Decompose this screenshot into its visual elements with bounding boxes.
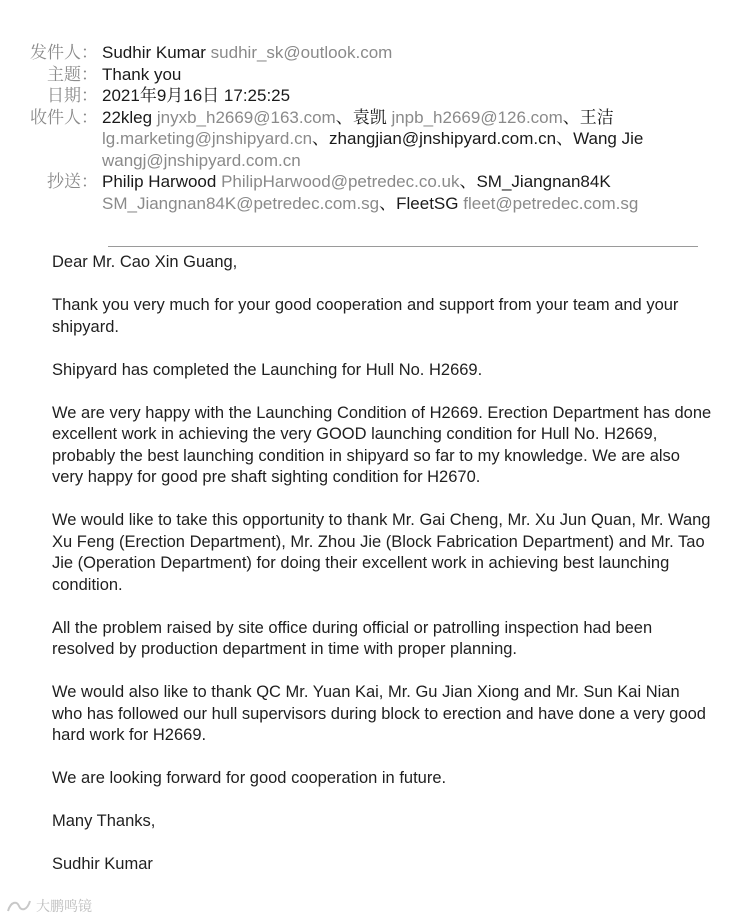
email-body [52, 252, 712, 897]
sender-email[interactable]: sudhir_sk@outlook.com [210, 43, 393, 62]
cc-label: 抄送： [47, 172, 98, 191]
greeting: Dear Mr. Cao Xin Guang, [52, 253, 238, 271]
recipient-name[interactable]: 袁凯 [352, 107, 387, 127]
body-paragraph: Shipyard has completed the Launching for Hull No. H2669. [52, 360, 483, 379]
date-row [0, 85, 745, 107]
subject-row [0, 64, 745, 86]
body-paragraph: We are looking forward for good cooperation in future. [52, 769, 447, 787]
cc-list [102, 171, 745, 214]
recipient-name[interactable]: zhangjian@jnshipyard.com.cn [329, 129, 557, 148]
body-paragraph: We would also like to thank QC Mr. Yuan Kai, Mr. Gu Jian Xiong and Mr. Sun Kai Nian who has followed our hull supervisors during block to erection and have done a very good hard work for H2669. [52, 683, 706, 744]
to-label: 收件人： [30, 107, 98, 127]
cc-name[interactable]: FleetSG [396, 193, 459, 213]
cc-name[interactable]: SM_Jiangnan84K [476, 172, 611, 191]
cc-email[interactable]: SM_Jiangnan84K@petredec.com.sg [102, 193, 380, 213]
separator: 、 [562, 107, 580, 127]
body-paragraph: We would like to take this opportunity to thank Mr. Gai Cheng, Mr. Xu Jun Quan, Mr. Wang Xu Feng (Erection Department), Mr. Zhou Jie (Block Fabrication Department) and Mr. Tao Jie (Operation Department) for doing their excellent work in achieving best launching condition. [52, 511, 711, 594]
to-row [0, 107, 745, 172]
recipient-list [102, 107, 745, 172]
recipient-email[interactable]: wangj@jnshipyard.com.cn [102, 150, 301, 170]
recipient-email[interactable]: jnyxb_h2669@163.com [156, 107, 336, 127]
cc-email[interactable]: fleet@petredec.com.sg [463, 193, 639, 213]
separator: 、 [379, 193, 397, 213]
separator: 、 [312, 129, 330, 148]
separator: 、 [335, 107, 353, 127]
body-paragraph: We are very happy with the Launching Condition of H2669. Erection Department has done excellent work in achieving the very GOOD launching condition for Hull No. H2669, probably the best launching condition in shipyard so far to my knowledge. We are also very happy for good pre shaft sighting condition for H2670. [52, 403, 712, 486]
email-header [0, 42, 745, 214]
signature: Sudhir Kumar [52, 855, 153, 873]
separator: 、 [556, 129, 574, 148]
cc-email[interactable]: PhilipHarwood@petredec.co.uk [221, 172, 460, 191]
subject-label: 主题： [47, 64, 98, 84]
from-label: 发件人： [30, 43, 98, 62]
separator: 、 [459, 172, 477, 191]
sender-name[interactable]: Sudhir Kumar [102, 43, 206, 62]
recipient-name[interactable]: 王洁 [579, 107, 614, 127]
recipient-name[interactable]: 22kleg [102, 107, 153, 127]
recipient-email[interactable]: jnpb_h2669@126.com [391, 107, 563, 127]
recipient-name[interactable]: Wang Jie [573, 129, 644, 148]
cc-name[interactable]: Philip Harwood [102, 172, 217, 191]
date-text: 2021年9月16日 17:25:25 [102, 86, 291, 105]
header-divider [108, 246, 698, 247]
date-label: 日期： [47, 86, 98, 105]
cc-row [0, 171, 745, 214]
body-paragraph: All the problem raised by site office during official or patrolling inspection had been resolved by production department in time with proper planning. [52, 618, 653, 658]
watermark-logo-icon [6, 898, 32, 914]
from-row [0, 42, 745, 64]
watermark [6, 896, 92, 916]
recipient-email[interactable]: lg.marketing@jnshipyard.cn [102, 129, 313, 148]
subject-text: Thank you [102, 64, 182, 84]
closing: Many Thanks, [52, 812, 156, 830]
watermark-text: 大鹏鸣镜 [36, 898, 92, 914]
body-paragraph: Thank you very much for your good cooperation and support from your team and your shipyard. [52, 296, 679, 336]
